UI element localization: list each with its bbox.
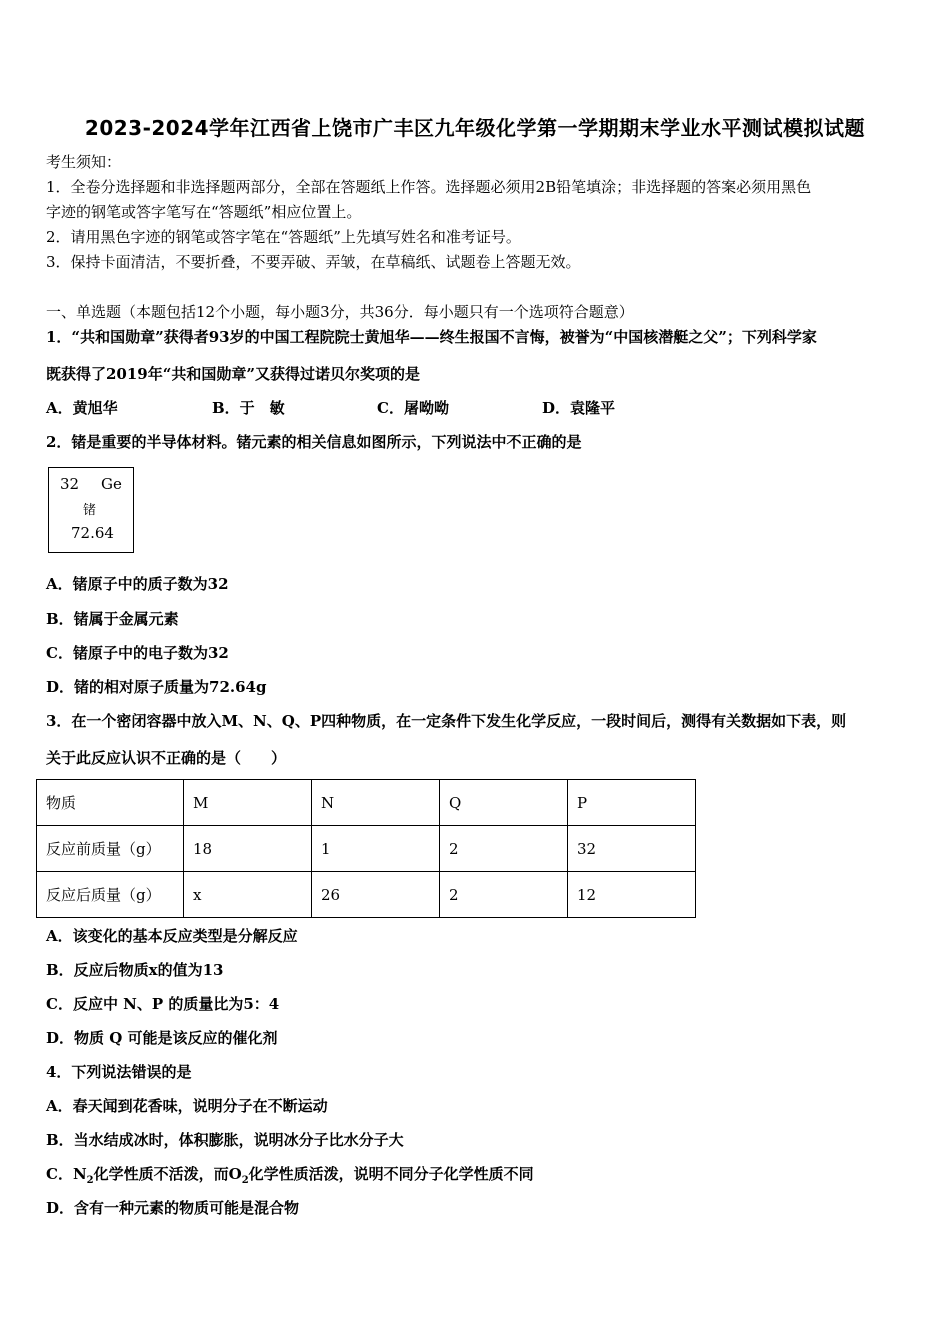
notice-item-2: 2．请用黑色字迹的钢笔或答字笔在“答题纸”上先填写姓名和准考证号。 [46,228,521,246]
q4-option-b: B．当水结成冰时，体积膨胀，说明冰分子比水分子大 [46,1131,404,1149]
notice-item-1-cont: 字迹的钢笔或答字笔写在“答题纸”相应位置上。 [46,203,362,221]
table-row [37,826,696,872]
q1-stem-cont: 既获得了2019年“共和国勋章”又获得过诺贝尔奖项的是 [46,365,421,383]
table-cell: 32 [568,826,696,872]
notice-heading: 考生须知： [46,153,122,171]
table-cell: M [184,780,312,826]
q4-option-c-mid: 化学性质不活泼，而O [93,1165,242,1183]
subscript: 2 [86,1175,94,1186]
q1-option-d: D．袁隆平 [542,399,616,417]
germanium-element-card [48,467,134,553]
table-cell: 18 [184,826,312,872]
table-cell: N [312,780,440,826]
section-heading: 一、单选题（本题包括12个小题，每小题3分，共36分．每小题只有一个选项符合题意） [46,303,634,321]
table-cell: 反应前质量（g） [37,826,184,872]
table-cell: x [184,872,312,918]
table-cell: Q [440,780,568,826]
table-cell: 1 [312,826,440,872]
q2-option-b: B．锗属于金属元素 [46,610,179,628]
notice-item-3: 3．保持卡面清洁，不要折叠，不要弄破、弄皱，在草稿纸、试题卷上答题无效。 [46,253,581,271]
q1-option-a: A．黄旭华 [46,399,118,417]
element-name: 锗 [83,503,97,518]
q3-option-b: B．反应后物质x的值为13 [46,961,224,979]
table-row [37,872,696,918]
q3-option-a: A．该变化的基本反应类型是分解反应 [46,927,298,945]
mass-data-table [36,779,696,918]
table-cell: 2 [440,872,568,918]
q4-stem: 4．下列说法错误的是 [46,1063,192,1081]
q3-stem: 3．在一个密闭容器中放入M、N、Q、P四种物质，在一定条件下发生化学反应，一段时间后，测得有关数据如下表，则 [46,712,847,730]
table-cell: 物质 [37,780,184,826]
q4-option-c-prefix: C．N [46,1165,87,1183]
q4-option-d: D．含有一种元素的物质可能是混合物 [46,1199,300,1217]
atomic-mass: 72.64 [71,524,114,542]
q4-option-c [46,1164,534,1191]
q3-stem-cont: 关于此反应认识不正确的是（ ） [46,749,287,767]
table-header-row [37,780,696,826]
q2-option-d: D．锗的相对原子质量为72.64g [46,678,267,696]
table-cell: 12 [568,872,696,918]
q1-stem: 1．“共和国勋章”获得者93岁的中国工程院院士黄旭华——终生报国不言悔，被誉为“中国核潜艇之父”；下列科学家 [46,328,817,346]
q3-option-c: C．反应中 N、P 的质量比为5：4 [46,995,280,1013]
notice-item-1: 1．全卷分选择题和非选择题两部分，全部在答题纸上作答。选择题必须用2B铅笔填涂；非选择题的答案必须用黑色 [46,178,812,196]
table-cell: P [568,780,696,826]
q2-option-a: A．锗原子中的质子数为32 [46,575,229,593]
subscript: 2 [241,1175,249,1186]
q2-option-c: C．锗原子中的电子数为32 [46,644,229,662]
table-cell: 26 [312,872,440,918]
q1-option-c: C．屠呦呦 [377,399,449,417]
q4-option-a: A．春天闻到花香味，说明分子在不断运动 [46,1097,328,1115]
q2-stem: 2．锗是重要的半导体材料。锗元素的相关信息如图所示，下列说法中不正确的是 [46,433,582,451]
table-cell: 2 [440,826,568,872]
table-cell: 反应后质量（g） [37,872,184,918]
page-title: 2023-2024学年江西省上饶市广丰区九年级化学第一学期期末学业水平测试模拟试题 [84,116,866,140]
q4-option-c-post: 化学性质活泼，说明不同分子化学性质不同 [248,1165,534,1183]
element-symbol: Ge [101,475,122,493]
q1-option-b: B．于 敏 [212,399,285,417]
q3-option-d: D．物质 Q 可能是该反应的催化剂 [46,1029,278,1047]
atomic-number: 32 [60,475,80,493]
